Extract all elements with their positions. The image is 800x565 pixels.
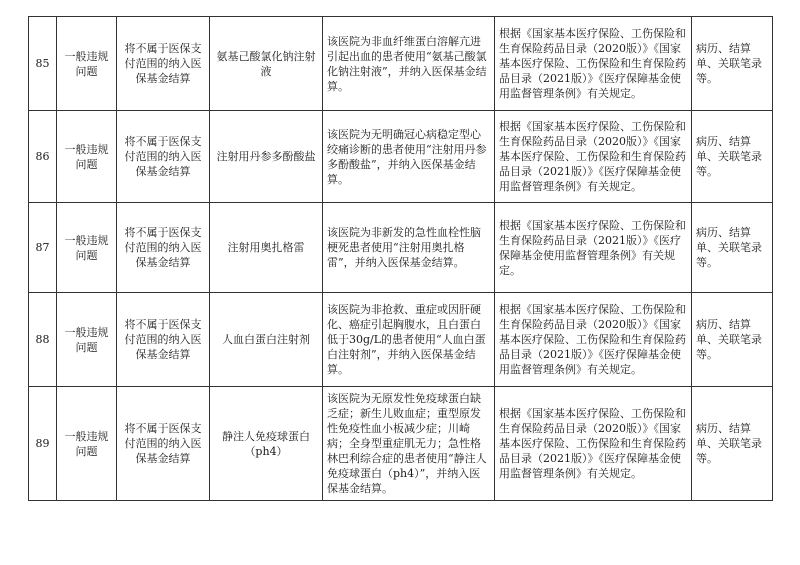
legal-basis: 根据《国家基本医疗保险、工伤保险和生育保险药品目录（2021版）》《医疗保障基金使用监督管理条例》有关规定。 [495,203,692,293]
violation-type: 一般违规问题 [57,17,117,111]
violation-scope: 将不属于医保支付范围的纳入医保基金结算 [117,203,210,293]
evidence-materials: 病历、结算单、关联笔录等。 [692,17,773,111]
evidence-materials: 病历、结算单、关联笔录等。 [692,111,773,203]
drug-name: 注射用丹参多酚酸盐 [210,111,323,203]
violation-description: 该医院为非新发的急性血栓性脑梗死患者使用“注射用奥扎格雷”，并纳入医保基金结算。 [323,203,495,293]
drug-name: 人血白蛋白注射剂 [210,293,323,387]
legal-basis: 根据《国家基本医疗保险、工伤保险和生育保险药品目录（2020版）》《国家基本医疗保险、工伤保险和生育保险药品目录（2021版）》《医疗保障基金使用监督管理条例》有关规定。 [495,293,692,387]
violation-scope: 将不属于医保支付范围的纳入医保基金结算 [117,293,210,387]
legal-basis: 根据《国家基本医疗保险、工伤保险和生育保险药品目录（2020版）》《国家基本医疗保险、工伤保险和生育保险药品目录（2021版）》《医疗保障基金使用监督管理条例》有关规定。 [495,17,692,111]
row-number: 87 [29,203,57,293]
violation-description: 该医院为无明确冠心病稳定型心绞痛诊断的患者使用“注射用丹参多酚酸盐”，并纳入医保基金结算。 [323,111,495,203]
violation-type: 一般违规问题 [57,203,117,293]
row-number: 86 [29,111,57,203]
drug-name: 氨基己酸氯化钠注射液 [210,17,323,111]
violation-type: 一般违规问题 [57,387,117,501]
violation-type: 一般违规问题 [57,111,117,203]
evidence-materials: 病历、结算单、关联笔录等。 [692,203,773,293]
row-number: 85 [29,17,57,111]
row-number: 88 [29,293,57,387]
drug-name: 静注人免疫球蛋白（ph4） [210,387,323,501]
table-row [29,17,773,111]
violation-scope: 将不属于医保支付范围的纳入医保基金结算 [117,387,210,501]
violation-scope: 将不属于医保支付范围的纳入医保基金结算 [117,111,210,203]
evidence-materials: 病历、结算单、关联笔录等。 [692,293,773,387]
violation-description: 该医院为非血纤维蛋白溶解亢进引起出血的患者使用“氨基己酸氯化钠注射液”，并纳入医保基金结算。 [323,17,495,111]
legal-basis: 根据《国家基本医疗保险、工伤保险和生育保险药品目录（2020版）》《国家基本医疗保险、工伤保险和生育保险药品目录（2021版）》《医疗保障基金使用监督管理条例》有关规定。 [495,111,692,203]
violation-description: 该医院为非抢救、重症或因肝硬化、癌症引起胸腹水，且白蛋白低于30g/L的患者使用“人血白蛋白注射剂”，并纳入医保基金结算。 [323,293,495,387]
violation-type: 一般违规问题 [57,293,117,387]
table-row [29,293,773,387]
evidence-materials: 病历、结算单、关联笔录等。 [692,387,773,501]
violation-description: 该医院为无原发性免疫球蛋白缺乏症；新生儿败血症；重型原发性免疫性血小板减少症；川崎病；全身型重症肌无力；急性格林巴利综合症的患者使用“静注人免疫球蛋白（ph4）”，并纳入医保基金结算。 [323,387,495,501]
table-row [29,387,773,501]
table-row [29,111,773,203]
table-row [29,203,773,293]
violation-table [28,16,773,501]
violation-scope: 将不属于医保支付范围的纳入医保基金结算 [117,17,210,111]
legal-basis: 根据《国家基本医疗保险、工伤保险和生育保险药品目录（2020版）》《国家基本医疗保险、工伤保险和生育保险药品目录（2021版）》《医疗保障基金使用监督管理条例》有关规定。 [495,387,692,501]
drug-name: 注射用奥扎格雷 [210,203,323,293]
row-number: 89 [29,387,57,501]
